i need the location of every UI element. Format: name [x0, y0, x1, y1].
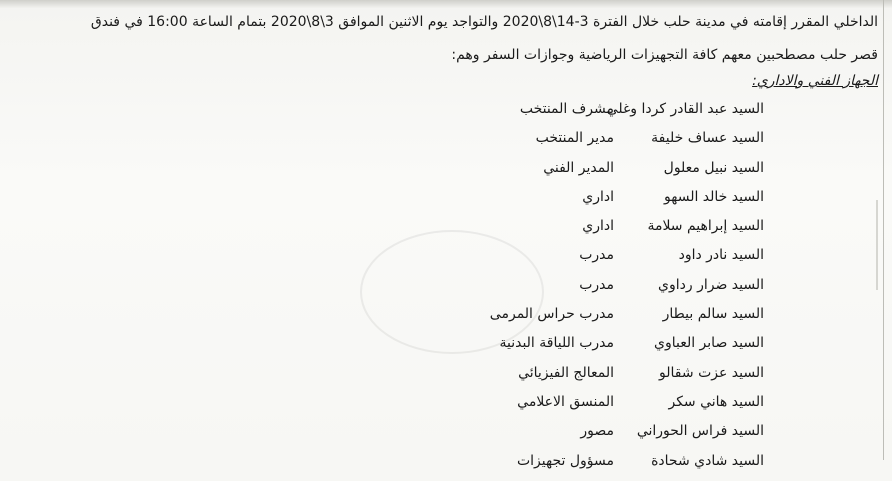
staff-row: [364, 100, 764, 129]
staff-name: السيد خالد السهو: [664, 188, 764, 205]
staff-row: [364, 422, 764, 451]
staff-role: مدرب: [579, 276, 614, 293]
staff-name: السيد فراس الحوراني: [636, 423, 764, 440]
staff-role: مصور: [580, 423, 614, 440]
section-heading: الجهاز الفني والاداري:: [752, 73, 878, 89]
paragraph-hotel: قصر حلب مصطحبين معهم كافة التجهيزات الرياضية وجوازات السفر وهم:: [451, 47, 878, 63]
staff-name: السيد عساف خليفة: [651, 130, 764, 147]
staff-role: مدرب: [579, 247, 614, 264]
scan-top-edge: [0, 0, 892, 8]
staff-role: مسؤول تجهيزات: [516, 452, 614, 469]
staff-name: السيد صابر العباوي: [653, 335, 764, 352]
staff-name: السيد سالم بيطار: [662, 306, 764, 323]
staff-name: السيد هاني سكر: [668, 393, 764, 410]
staff-name: السيد نبيل معلول: [663, 159, 764, 176]
scan-mark: [876, 200, 878, 290]
staff-row: [364, 188, 764, 217]
staff-name: السيد إبراهيم سلامة: [647, 218, 764, 235]
staff-row: [364, 217, 764, 246]
staff-name: السيد عبد القادر كردا وغلي: [606, 101, 764, 117]
staff-role: المدير الفني: [543, 159, 614, 176]
staff-role: مدير المنتخب: [535, 130, 614, 147]
staff-list: [364, 100, 764, 481]
staff-row: [364, 452, 764, 481]
staff-row: [364, 393, 764, 422]
staff-role: اداري: [582, 188, 614, 205]
staff-name: السيد ضرار رداوي: [658, 276, 764, 293]
page-edge: [883, 0, 884, 460]
staff-row: [364, 276, 764, 305]
paragraph-dates: الداخلي المقرر إقامته في مدينة حلب خلال الفترة 3-14\8\2020 والتواجد يوم الاثنين الموافق 3\8\2020 بتمام الساعة 16:00 في فندق: [90, 14, 878, 30]
staff-role: مدرب اللياقة البدنية: [499, 335, 614, 352]
staff-row: [364, 129, 764, 158]
staff-row: [364, 246, 764, 275]
staff-role: المعالج الفيزيائي: [518, 364, 614, 381]
staff-row: [364, 364, 764, 393]
staff-name: السيد نادر داود: [678, 247, 764, 264]
staff-row: [364, 334, 764, 363]
staff-role: المنسق الاعلامي: [517, 393, 614, 410]
staff-role: اداري: [582, 218, 614, 235]
staff-name: السيد عزت شقالو: [659, 364, 764, 381]
staff-name: السيد شادي شحادة: [651, 452, 764, 469]
staff-row: [364, 305, 764, 334]
staff-role: مدرب حراس المرمى: [489, 306, 614, 323]
staff-role: مشرف المنتخب: [519, 101, 614, 117]
staff-row: [364, 159, 764, 188]
